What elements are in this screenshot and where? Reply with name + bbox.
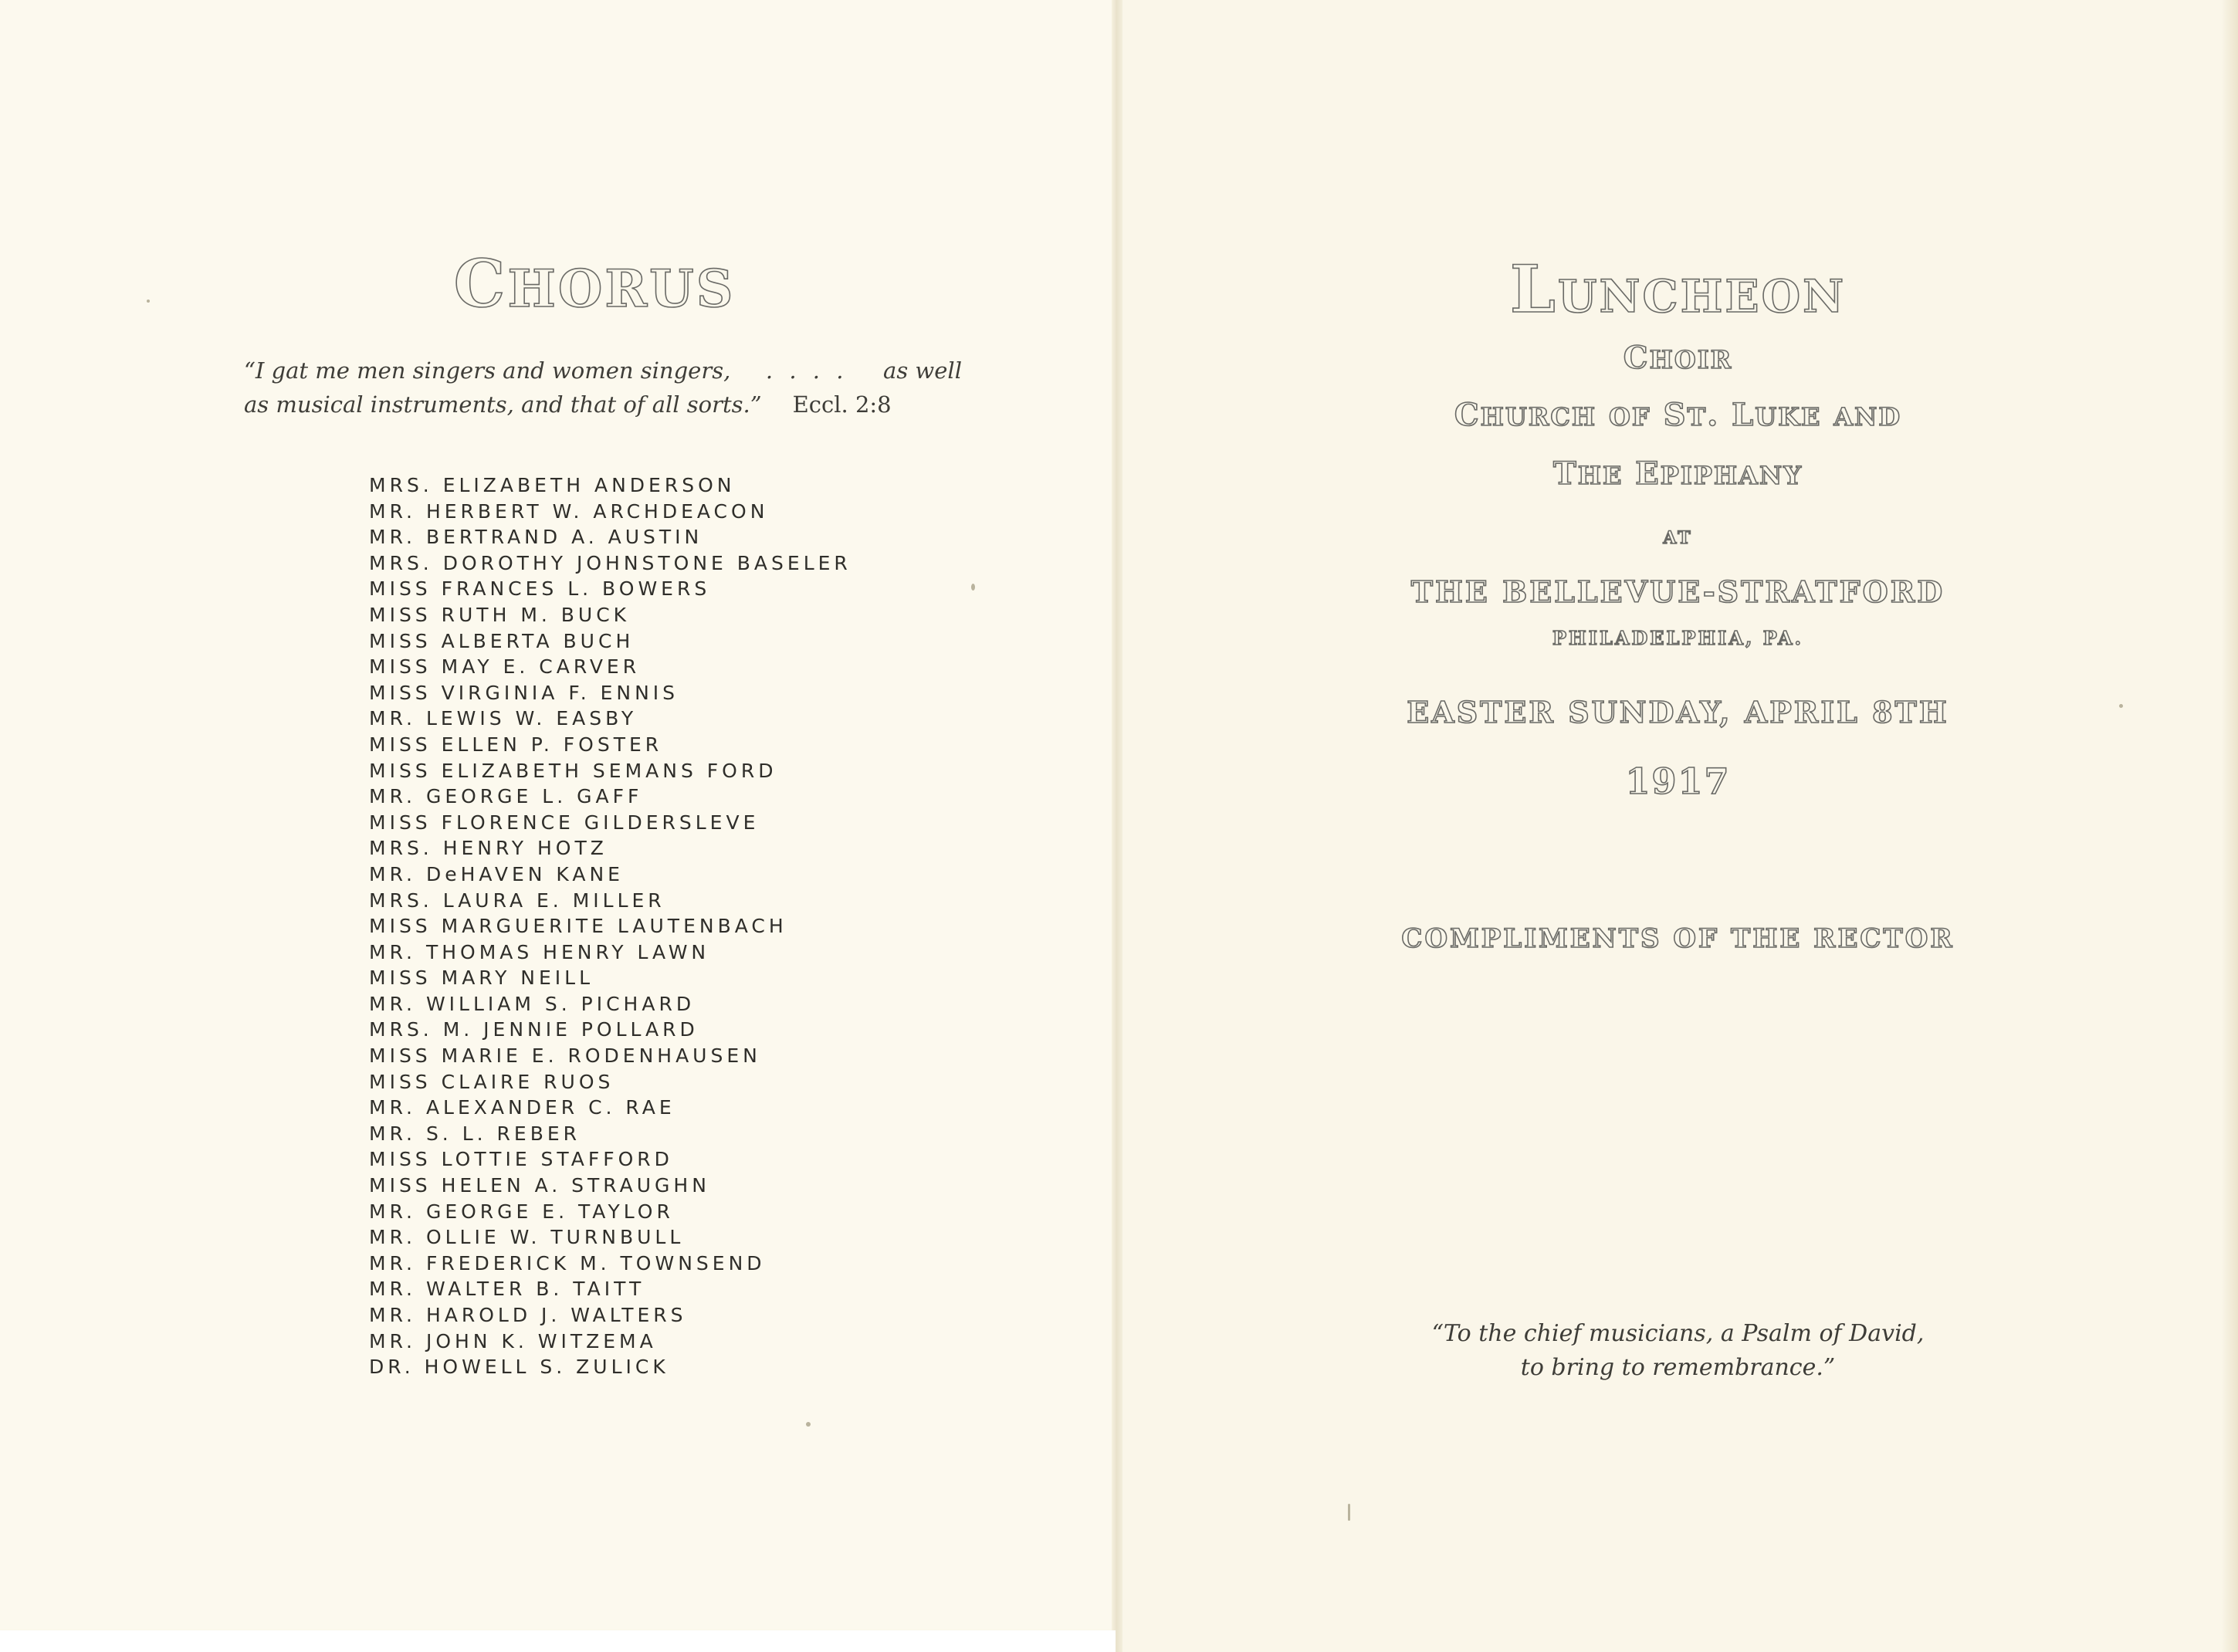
chorus-member: DR. HOWELL S. ZULICK <box>369 1356 669 1379</box>
chorus-quote-text: “I gat me men singers and women singers, <box>244 357 731 384</box>
chorus-member: MRS. HENRY HOTZ <box>369 837 608 860</box>
chorus-quote-end: as well <box>883 357 962 384</box>
chorus-quote <box>244 354 962 421</box>
chorus-quote-line-1 <box>244 354 962 388</box>
chorus-member: MISS MARY NEILL <box>369 966 594 990</box>
church-line: CHURCH OF ST. LUKE AND <box>1454 397 1902 433</box>
psalm-quote-line-2: to bring to remembrance.” <box>1520 1354 1836 1381</box>
paper-speck <box>971 584 975 591</box>
chorus-member: MR. LEWIS W. EASBY <box>369 707 638 730</box>
chorus-member: MR. GEORGE E. TAYLOR <box>369 1200 674 1223</box>
paper-speck <box>806 1422 811 1427</box>
at-label: AT <box>1663 528 1693 548</box>
chorus-member: MR. S. L. REBER <box>369 1122 581 1145</box>
chorus-member: MISS ELLEN P. FOSTER <box>369 733 663 756</box>
chorus-member: MR. ALEXANDER C. RAE <box>369 1096 675 1119</box>
psalm-quote <box>1118 1317 2238 1385</box>
paper-speck <box>147 300 150 303</box>
paper-speck <box>1348 1504 1350 1521</box>
chorus-quote-ellipsis: . . . . <box>765 357 848 384</box>
chorus-member: MISS RUTH M. BUCK <box>369 603 631 626</box>
chorus-member: MR. BERTRAND A. AUSTIN <box>369 526 703 549</box>
luncheon-title-initial: L <box>1509 251 1558 327</box>
chorus-member: MR. DeHAVEN KANE <box>369 862 624 885</box>
chorus-member: MISS MARIE E. RODENHAUSEN <box>369 1044 761 1068</box>
chorus-member: MISS ALBERTA BUCH <box>369 629 635 652</box>
city-line: PHILADELPHIA, PA. <box>1552 627 1803 649</box>
scan-margin <box>0 1630 1116 1652</box>
chorus-member: MR. WILLIAM S. PICHARD <box>369 992 696 1015</box>
chorus-member: MR. GEORGE L. GAFF <box>369 785 643 808</box>
psalm-quote-line-1: “To the chief musicians, a Psalm of David, <box>1431 1320 1925 1347</box>
chorus-member: MISS LOTTIE STAFFORD <box>369 1148 673 1171</box>
compliments-line: COMPLIMENTS OF THE RECTOR <box>1401 923 1955 954</box>
chorus-member-list <box>369 472 852 1380</box>
chorus-member: MISS FLORENCE GILDERSLEVE <box>369 811 760 834</box>
page-edge <box>2221 0 2238 1652</box>
event-year: 1917 <box>1625 760 1731 802</box>
right-page <box>1118 0 2238 1652</box>
epiphany-line: THE EPIPHANY <box>1552 455 1803 492</box>
chorus-quote-text-2: as musical instruments, and that of all sorts.” <box>244 391 762 418</box>
chorus-member: MR. THOMAS HENRY LAWN <box>369 940 710 963</box>
chorus-member: MR. FREDERICK M. TOWNSEND <box>369 1251 766 1275</box>
hotel-name: THE BELLEVUE-STRATFORD <box>1410 574 1945 609</box>
luncheon-title <box>1118 251 2238 327</box>
chorus-quote-reference: Eccl. 2:8 <box>792 391 892 418</box>
chorus-member: MRS. ELIZABETH ANDERSON <box>369 474 736 496</box>
chorus-member: MISS MARGUERITE LAUTENBACH <box>369 915 787 938</box>
chorus-member: MRS. M. JENNIE POLLARD <box>369 1018 699 1041</box>
chorus-member: MR. HAROLD J. WALTERS <box>369 1304 687 1326</box>
chorus-member: MRS. LAURA E. MILLER <box>369 889 665 912</box>
event-date: EASTER SUNDAY, APRIL 8TH <box>1407 695 1949 730</box>
chorus-title-rest: HORUS <box>507 259 736 319</box>
chorus-title-initial: C <box>453 245 508 322</box>
chorus-member: MRS. DOROTHY JOHNSTONE BASELER <box>369 551 852 574</box>
chorus-quote-line-2 <box>244 388 962 421</box>
chorus-title <box>0 245 1189 322</box>
chorus-member: MR. HERBERT W. ARCHDEACON <box>369 499 769 523</box>
paper-speck <box>2119 704 2123 708</box>
chorus-member: MISS ELIZABETH SEMANS FORD <box>369 759 777 782</box>
chorus-member: MR. WALTER B. TAITT <box>369 1278 645 1301</box>
chorus-member: MISS CLAIRE RUOS <box>369 1070 615 1093</box>
luncheon-title-rest: UNCHEON <box>1557 270 1847 323</box>
chorus-member: MR. JOHN K. WITZEMA <box>369 1329 657 1352</box>
chorus-member: MISS MAY E. CARVER <box>369 655 641 679</box>
chorus-member: MISS FRANCES L. BOWERS <box>369 577 711 601</box>
choir-heading: CHOIR <box>1623 340 1733 376</box>
chorus-member: MISS HELEN A. STRAUGHN <box>369 1174 710 1197</box>
chorus-member: MISS VIRGINIA F. ENNIS <box>369 681 679 704</box>
chorus-member: MR. OLLIE W. TURNBULL <box>369 1226 685 1249</box>
